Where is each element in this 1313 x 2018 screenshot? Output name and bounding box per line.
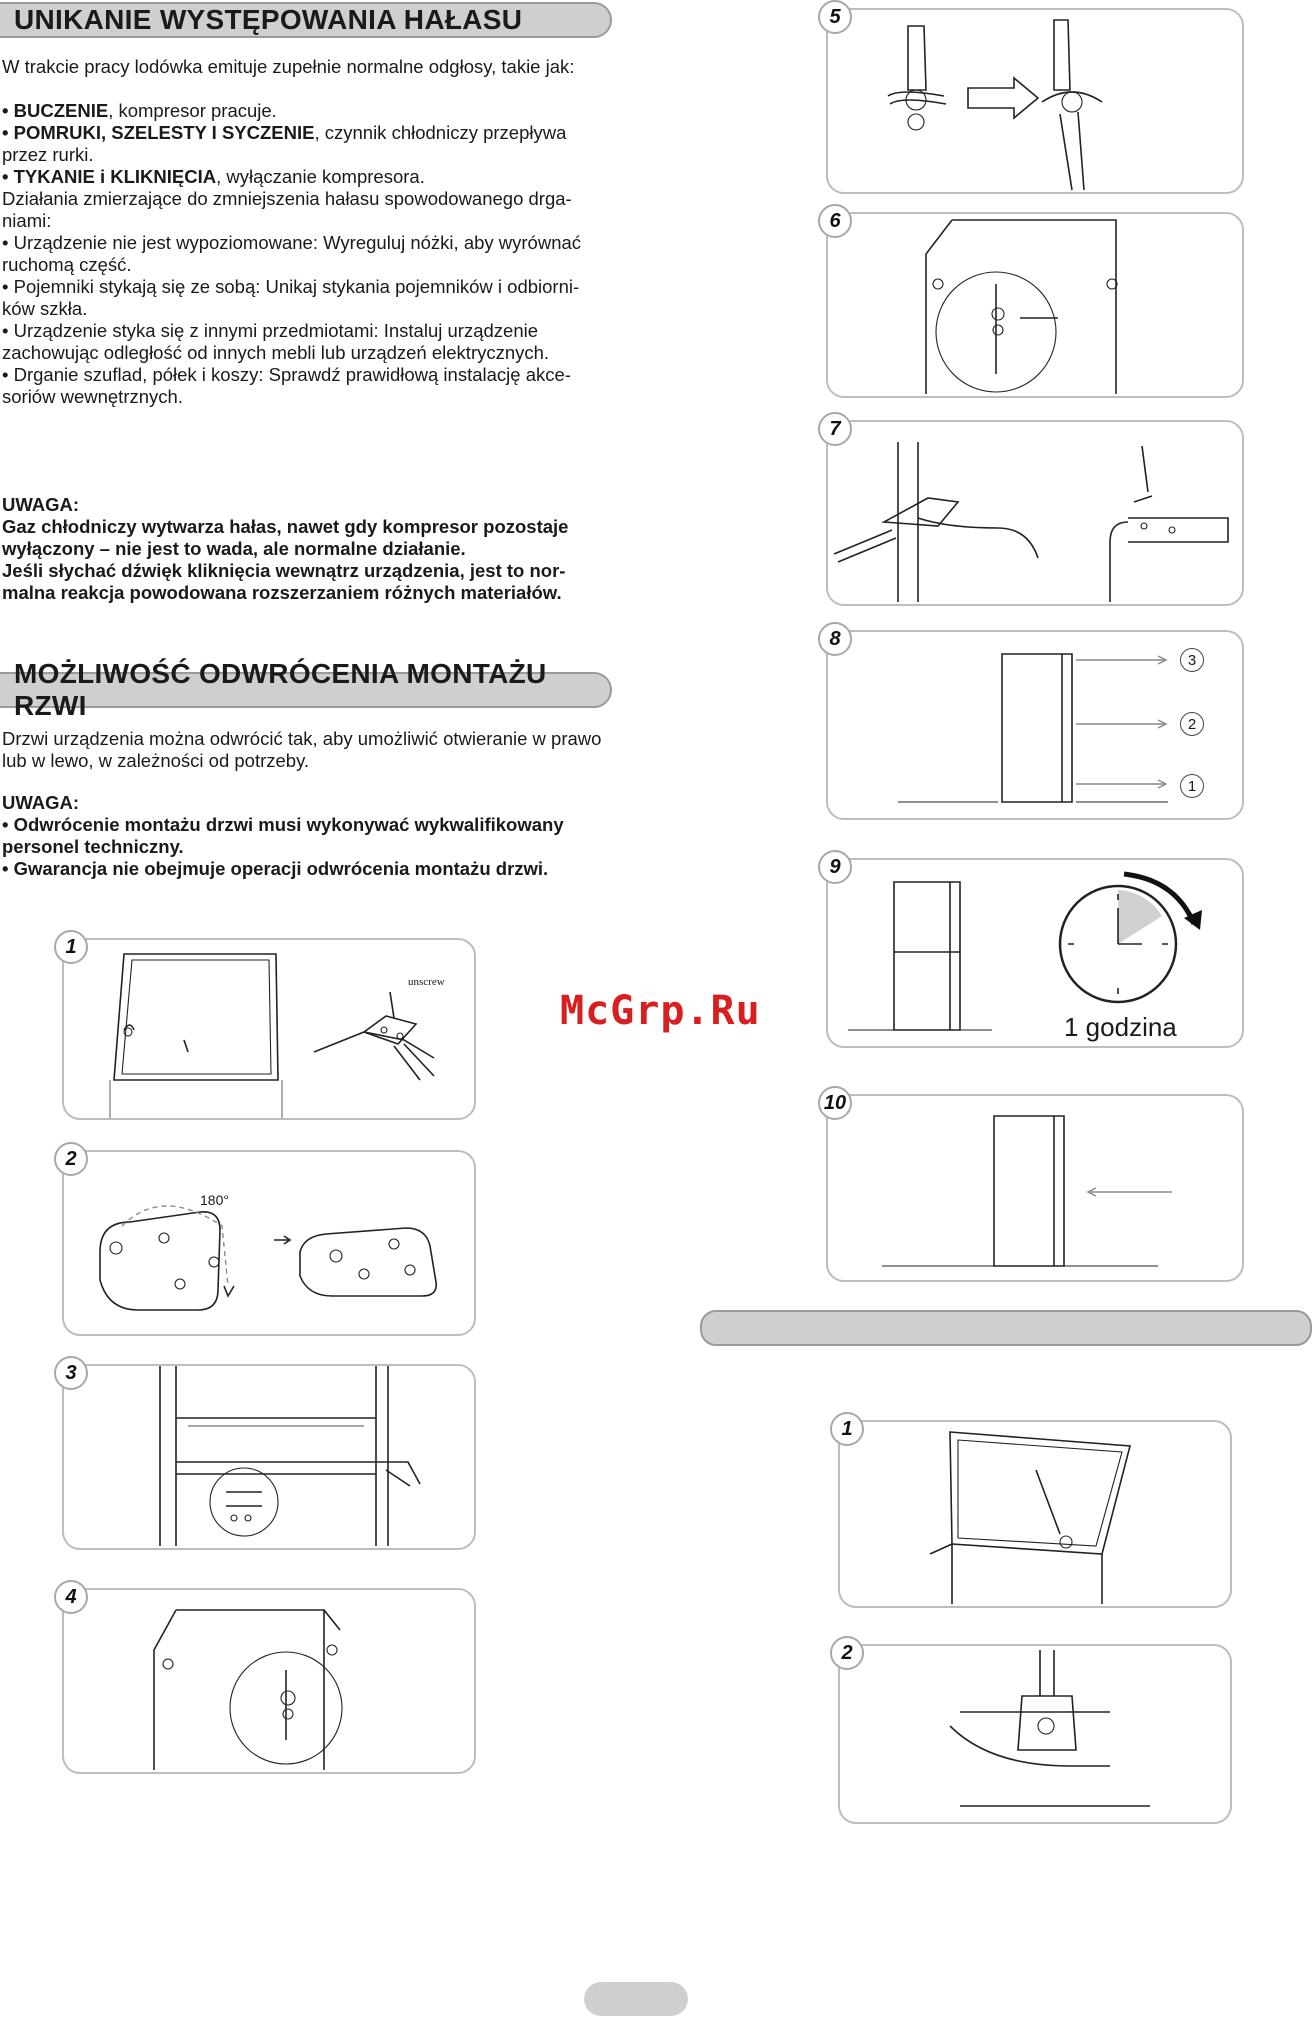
step-3-illustration — [64, 1366, 478, 1552]
noise-warning-label: UWAGA: — [2, 494, 80, 515]
door-warning — [2, 792, 612, 880]
step-number: 1 — [54, 930, 88, 964]
bottom-step-2-illustration — [840, 1646, 1234, 1826]
sound-item: • POMRUKI, SZELESTY I SYCZENIE, czynnik chłodniczy przepływa przez rurki. — [2, 122, 567, 165]
rotation-label: 180° — [200, 1192, 229, 1208]
step-panel-right-6 — [826, 209, 1244, 398]
noise-warning-line: Gaz chłodniczy wytwarza hałas, nawet gdy kompresor pozostaje wyłączony – nie jest to wada, ale normalne działanie. — [2, 516, 569, 559]
callout-3: 3 — [1180, 648, 1204, 672]
noise-warning-line: Jeśli słychać dźwięk kliknięcia wewnątrz urządzenia, jest to nor- malna reakcja powodowana rozszerzaniem różnych materiałów. — [2, 560, 566, 603]
step-1-illustration — [64, 940, 478, 1122]
noise-section-header — [0, 2, 612, 38]
step-panel-left-4 — [62, 1585, 476, 1774]
step-panel-bottom-1 — [838, 1417, 1232, 1608]
door-intro: Drzwi urządzenia można odwrócić tak, aby umożliwić otwieranie w prawo lub w lewo, w zależności od potrzeby. — [2, 728, 602, 771]
step-2-illustration — [64, 1152, 478, 1338]
step-number: 9 — [818, 850, 852, 884]
door-section-header — [0, 658, 612, 721]
step-10-illustration — [828, 1096, 1246, 1284]
callout-1: 1 — [1180, 774, 1204, 798]
noise-section-title: UNIKANIE WYSTĘPOWANIA HAŁASU — [14, 4, 523, 35]
measures-intro: Działania zmierzające do zmniejszenia hałasu spowodowanego drga- niami: — [2, 188, 572, 231]
step-number: 5 — [818, 0, 852, 34]
step-number: 2 — [54, 1142, 88, 1176]
door-section-title: MOŻLIWOŚĆ ODWRÓCENIA MONTAŻU RZWI — [14, 658, 547, 721]
step-number: 10 — [818, 1086, 852, 1120]
step-number: 4 — [54, 1580, 88, 1614]
noise-intro: W trakcie pracy lodówka emituje zupełnie normalne odgłosy, takie jak: — [2, 56, 575, 77]
sound-item: • TYKANIE i KLIKNIĘCIA, wyłączanie kompresora. — [2, 166, 425, 187]
measure-item: • Urządzenie nie jest wypoziomowane: Wyreguluj nóżki, aby wyrównać ruchomą część. — [2, 232, 582, 275]
step-panel-right-10 — [823, 1091, 1244, 1282]
step-number: 8 — [818, 622, 852, 656]
step-6-illustration — [828, 214, 1246, 400]
time-caption: 1 godzina — [1064, 1012, 1177, 1042]
door-warning-label: UWAGA: — [2, 792, 80, 813]
step-number: 6 — [818, 204, 852, 238]
unscrew-label: unscrew — [408, 976, 445, 988]
step-panel-left-2 — [62, 1147, 476, 1336]
door-warning-line: • Odwrócenie montażu drzwi musi wykonywać wykwalifikowany personel techniczny. — [2, 814, 564, 857]
measure-item: • Drganie szuflad, półek i koszy: Sprawdź prawidłową instalację akce- soriów wewnętrznych. — [2, 364, 571, 407]
bottom-step-1-illustration — [840, 1422, 1234, 1610]
step-panel-right-7 — [826, 417, 1244, 606]
measure-item: • Pojemniki stykają się ze sobą: Unikaj stykania pojemników i odbiorni- ków szkła. — [2, 276, 580, 319]
step-number: 7 — [818, 412, 852, 446]
step-number: 3 — [54, 1356, 88, 1390]
step-panel-left-3 — [62, 1361, 476, 1550]
callout-2: 2 — [1180, 712, 1204, 736]
door-section-body — [2, 728, 602, 772]
door-warning-line: • Gwarancja nie obejmuje operacji odwrócenia montażu drzwi. — [2, 858, 549, 879]
step-panel-right-8 — [826, 627, 1244, 820]
sound-item: • BUCZENIE, kompresor pracuje. — [2, 100, 277, 121]
step-number: 1 — [830, 1412, 864, 1446]
measure-item: • Urządzenie styka się z innymi przedmiotami: Instaluj urządzenie zachowując odległość od innych mebli lub urządzeń elektrycznych. — [2, 320, 550, 363]
right-section-bar — [700, 1310, 1312, 1346]
step-4-illustration — [64, 1590, 478, 1776]
noise-warning — [2, 494, 612, 604]
page-number-bar — [584, 1982, 688, 2016]
step-panel-right-5 — [826, 5, 1244, 194]
watermark-text: McGrp.Ru — [560, 988, 761, 1034]
step-5-illustration — [828, 10, 1246, 196]
step-panel-left-1 — [62, 935, 476, 1120]
step-number: 2 — [830, 1636, 864, 1670]
step-7-illustration — [828, 422, 1246, 608]
step-panel-right-9 — [826, 855, 1244, 1048]
noise-section-body — [2, 56, 612, 408]
step-9-illustration — [828, 860, 1246, 1050]
step-panel-bottom-2 — [838, 1641, 1232, 1824]
